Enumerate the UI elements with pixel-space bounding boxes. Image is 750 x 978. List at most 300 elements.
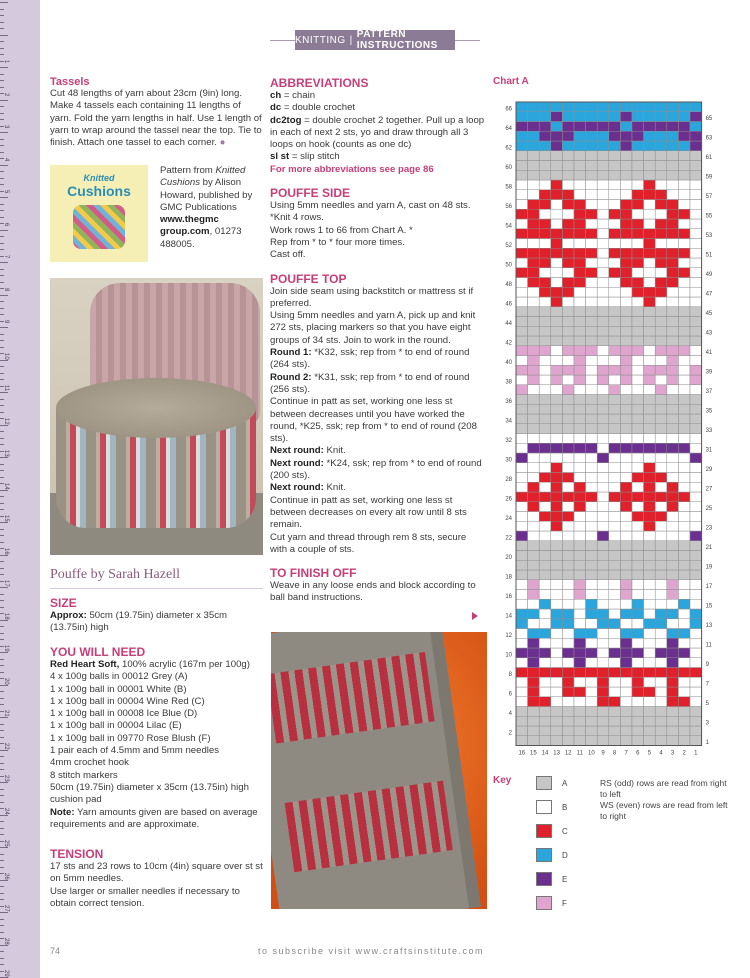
chart-col-label: 2 xyxy=(682,750,686,757)
chart-cell xyxy=(539,521,551,531)
chart-cell xyxy=(678,200,690,210)
chart-cell xyxy=(562,278,574,288)
chart-cell xyxy=(655,278,667,288)
ruler-tick xyxy=(0,782,8,783)
ruler-number: 18 xyxy=(3,612,9,620)
materials-heading: YOU WILL NEED xyxy=(50,645,146,659)
chart-cell xyxy=(678,375,690,385)
chart-cell xyxy=(551,619,563,629)
chart-cell xyxy=(609,161,621,171)
chart-cell xyxy=(528,482,540,492)
chart-cell xyxy=(551,531,563,541)
ruler-tick xyxy=(0,672,4,673)
ruler-tick xyxy=(0,470,4,471)
chart-cell xyxy=(655,219,667,229)
chart-cell xyxy=(539,336,551,346)
chart-cell xyxy=(586,346,598,356)
chart-cell xyxy=(528,668,540,678)
chart-cell xyxy=(516,687,528,697)
chart-row-label-right: 5 xyxy=(705,701,709,707)
chart-cell xyxy=(620,453,632,463)
chart-cell xyxy=(620,307,632,317)
chart-cell xyxy=(597,278,609,288)
ruler-tick xyxy=(0,308,4,309)
chart-col-label: 14 xyxy=(541,750,549,757)
chart-row-label-left: 18 xyxy=(505,574,512,581)
chart-cell xyxy=(609,648,621,658)
ruler-tick xyxy=(0,15,4,16)
chart-cell xyxy=(597,317,609,327)
ruler-number: 4 xyxy=(3,157,9,161)
ruler-tick xyxy=(0,178,4,179)
chart-cell xyxy=(655,541,667,551)
chart-cell xyxy=(690,424,702,434)
chart-cell xyxy=(632,365,644,375)
chart-cell xyxy=(690,502,702,512)
chart-cell xyxy=(562,356,574,366)
chart-cell xyxy=(586,687,598,697)
chart-cell xyxy=(667,414,679,424)
chart-cell xyxy=(574,434,586,444)
chart-cell xyxy=(644,590,656,600)
chart-cell xyxy=(609,531,621,541)
chart-cell xyxy=(644,151,656,161)
ruler-number: 5 xyxy=(3,190,9,194)
chart-cell xyxy=(655,512,667,522)
chart-cell xyxy=(528,375,540,385)
chart-col-label: 16 xyxy=(518,750,526,757)
chart-cell xyxy=(609,707,621,717)
chart-row-label-right: 31 xyxy=(705,447,713,454)
chart-cell xyxy=(620,697,632,707)
chart-cell xyxy=(516,209,528,219)
chart-cell xyxy=(667,278,679,288)
chart-cell xyxy=(516,434,528,444)
chart-cell xyxy=(690,492,702,502)
chart-cell xyxy=(562,239,574,249)
size-label: Approx: xyxy=(50,610,87,621)
chart-cell xyxy=(539,200,551,210)
chart-cell xyxy=(690,248,702,258)
chart-row-label-left: 64 xyxy=(505,125,512,132)
chart-row-label-left: 38 xyxy=(505,379,512,386)
chart-cell xyxy=(586,531,598,541)
chart-cell xyxy=(539,619,551,629)
key-title: Key xyxy=(493,775,512,786)
chart-cell xyxy=(655,463,667,473)
chart-col-label: 6 xyxy=(636,750,640,757)
chart-cell xyxy=(632,346,644,356)
ruler-tick xyxy=(0,600,4,601)
chart-cell xyxy=(574,278,586,288)
ruler-tick xyxy=(0,607,4,608)
chart-cell xyxy=(516,736,528,746)
chart-cell xyxy=(632,658,644,668)
abbreviation-item xyxy=(270,90,485,102)
chart-cell xyxy=(551,492,563,502)
chart-cell xyxy=(690,551,702,561)
ruler-tick xyxy=(0,828,4,829)
chart-cell xyxy=(609,726,621,736)
chart-cell xyxy=(586,443,598,453)
chart-cell xyxy=(678,209,690,219)
round2-label: Round 2: xyxy=(270,371,312,383)
ruler-number: 13 xyxy=(3,450,9,457)
chart-cell xyxy=(620,326,632,336)
chart-cell xyxy=(667,473,679,483)
ruler-tick xyxy=(0,217,4,218)
chart-cell xyxy=(551,551,563,561)
chart-cell xyxy=(539,239,551,249)
chart-cell xyxy=(539,687,551,697)
ruler-number: 1 xyxy=(3,60,9,64)
chart-cell xyxy=(609,658,621,668)
chart-row-label-right: 1 xyxy=(705,740,709,746)
chart-cell xyxy=(690,726,702,736)
chart-cell xyxy=(562,190,574,200)
chart-cell xyxy=(667,560,679,570)
publisher-info xyxy=(160,165,270,251)
designer-caption: Pouffe by Sarah Hazell xyxy=(50,567,180,582)
ruler-number: 3 xyxy=(3,125,9,129)
chart-cell xyxy=(678,356,690,366)
chart-cell xyxy=(644,190,656,200)
chart-cell xyxy=(632,687,644,697)
ruler-tick xyxy=(0,295,8,296)
chart-cell xyxy=(574,502,586,512)
chart-col-label: 9 xyxy=(601,750,605,757)
chart-cell xyxy=(586,502,598,512)
subscribe-text[interactable]: to subscribe visit www.craftsinstitute.com xyxy=(258,946,485,956)
chart-cell xyxy=(690,346,702,356)
chart-cell xyxy=(597,356,609,366)
chart-cell xyxy=(655,599,667,609)
chart-cell xyxy=(597,716,609,726)
ruler-tick xyxy=(0,74,4,75)
chart-cell xyxy=(644,112,656,122)
chart-cell xyxy=(539,541,551,551)
chart-cell xyxy=(678,736,690,746)
chart-cell xyxy=(528,278,540,288)
chart-cell xyxy=(678,385,690,395)
ruler-tick xyxy=(0,171,4,172)
chart-cell xyxy=(690,658,702,668)
chart-cell xyxy=(551,141,563,151)
chart-cell xyxy=(609,414,621,424)
chart-cell xyxy=(655,395,667,405)
chart-cell xyxy=(516,492,528,502)
chart-cell xyxy=(667,209,679,219)
chart-cell xyxy=(528,424,540,434)
chart-cell xyxy=(551,424,563,434)
ruler-number: 22 xyxy=(3,742,9,750)
chart-cell xyxy=(632,248,644,258)
chart-cell xyxy=(551,229,563,239)
chart-cell xyxy=(539,502,551,512)
chart-cell xyxy=(655,726,667,736)
ruler-tick xyxy=(0,347,4,348)
ruler-tick xyxy=(0,392,8,393)
key-swatch xyxy=(536,896,552,910)
chart-col-label: 8 xyxy=(612,750,617,757)
chart-cell xyxy=(516,131,528,141)
chart-cell xyxy=(609,297,621,307)
chart-cell xyxy=(539,385,551,395)
chart-cell xyxy=(574,219,586,229)
chart-cell xyxy=(667,170,679,180)
chart-cell xyxy=(620,180,632,190)
chart-cell xyxy=(644,512,656,522)
chart-cell xyxy=(551,336,563,346)
pouffe-side-step: Cast off. xyxy=(270,249,306,261)
chart-cell xyxy=(562,599,574,609)
chart-cell xyxy=(632,599,644,609)
chart-cell xyxy=(562,463,574,473)
chart-cell xyxy=(551,736,563,746)
ruler-number: 16 xyxy=(3,547,9,555)
chart-cell xyxy=(586,648,598,658)
chart-cell xyxy=(551,648,563,658)
ruler-tick xyxy=(0,9,4,10)
chart-cell xyxy=(609,736,621,746)
chart-cell xyxy=(539,229,551,239)
page-number: 74 xyxy=(50,946,61,956)
chart-cell xyxy=(562,346,574,356)
chart-cell xyxy=(655,190,667,200)
chart-cell xyxy=(678,707,690,717)
pouffe-side-step: Rep from * to * four more times. xyxy=(270,236,405,248)
next3-text: Knit. xyxy=(323,482,346,494)
chart-cell xyxy=(644,531,656,541)
chart-cell xyxy=(620,356,632,366)
chart-row-label-right: 9 xyxy=(705,662,709,668)
chart-cell xyxy=(516,638,528,648)
chart-cell xyxy=(644,736,656,746)
chart-cell xyxy=(644,307,656,317)
chart-cell xyxy=(597,463,609,473)
chart-cell xyxy=(516,648,528,658)
chart-cell xyxy=(632,482,644,492)
chart-row-label-right: 59 xyxy=(705,174,713,181)
chart-cell xyxy=(528,502,540,512)
chart-cell xyxy=(551,512,563,522)
ruler-tick xyxy=(0,509,4,510)
chart-cell xyxy=(551,443,563,453)
chart-cell xyxy=(574,726,586,736)
ruler-tick xyxy=(0,119,4,120)
chart-cell xyxy=(539,326,551,336)
chart-cell xyxy=(551,365,563,375)
chart-cell xyxy=(667,307,679,317)
chart-cell xyxy=(690,141,702,151)
chart-cell xyxy=(574,346,586,356)
chart-cell xyxy=(609,638,621,648)
ruler-tick xyxy=(0,821,4,822)
chart-cell xyxy=(609,307,621,317)
chart-cell xyxy=(539,443,551,453)
chart-cell xyxy=(632,629,644,639)
chart-cell xyxy=(516,551,528,561)
chart-cell xyxy=(586,736,598,746)
chart-cell xyxy=(678,697,690,707)
chart-cell xyxy=(690,180,702,190)
chart-cell xyxy=(644,707,656,717)
chart-cell xyxy=(597,229,609,239)
caption-divider xyxy=(50,588,263,589)
chart-row-label-left: 60 xyxy=(505,164,512,171)
chart-cell xyxy=(562,551,574,561)
chart-cell xyxy=(574,141,586,151)
abbreviation-item xyxy=(270,102,485,114)
chart-cell xyxy=(597,122,609,132)
chart-row-label-right: 63 xyxy=(705,135,713,142)
chart-cell xyxy=(528,736,540,746)
ruler-tick xyxy=(0,737,4,738)
ruler-tick xyxy=(0,847,8,848)
chart-cell xyxy=(551,326,563,336)
chart-cell xyxy=(528,404,540,414)
chart-row-label-right: 53 xyxy=(705,233,713,239)
chart-cell xyxy=(574,248,586,258)
ruler-tick xyxy=(0,28,4,29)
chart-cell xyxy=(516,521,528,531)
chart-row-label-left: 52 xyxy=(505,242,512,249)
chart-cell xyxy=(574,609,586,619)
chart-cell xyxy=(667,570,679,580)
chart-cell xyxy=(528,648,540,658)
chart-cell xyxy=(562,512,574,522)
chart-cell xyxy=(597,668,609,678)
chart-cell xyxy=(609,521,621,531)
materials-item: 4mm crochet hook xyxy=(50,757,129,769)
ruler-tick xyxy=(0,444,4,445)
chart-cell xyxy=(644,560,656,570)
ruler-tick xyxy=(0,132,8,133)
chart-cell xyxy=(597,395,609,405)
chart-cell xyxy=(597,629,609,639)
chart-cell xyxy=(586,473,598,483)
chart-cell xyxy=(586,453,598,463)
chart-cell xyxy=(574,131,586,141)
chart-cell xyxy=(644,404,656,414)
chart-cell xyxy=(574,492,586,502)
chart-cell xyxy=(551,726,563,736)
chart-cell xyxy=(562,629,574,639)
chart-cell xyxy=(586,307,598,317)
chart-cell xyxy=(632,492,644,502)
chart-row-label-right: 29 xyxy=(705,467,713,473)
ruler-number: 14 xyxy=(3,482,9,490)
chart-cell xyxy=(620,736,632,746)
chart-cell xyxy=(574,336,586,346)
chart-cell xyxy=(655,560,667,570)
ruler-tick xyxy=(0,724,4,725)
chart-cell xyxy=(539,180,551,190)
chart-cell xyxy=(597,102,609,112)
chart-cell xyxy=(644,200,656,210)
chart-cell xyxy=(597,375,609,385)
chart-cell xyxy=(528,580,540,590)
next2-text: *K24, ssk; rep from * to end of round (200 sts). xyxy=(270,457,482,482)
pub-prefix: Pattern from xyxy=(160,165,216,176)
ruler xyxy=(0,0,40,978)
ruler-number: 28 xyxy=(3,937,9,945)
chart-cell xyxy=(632,356,644,366)
chart-row-label-right: 19 xyxy=(705,564,713,571)
chart-cell xyxy=(667,736,679,746)
chart-cell xyxy=(620,707,632,717)
chart-cell xyxy=(690,609,702,619)
chart-cell xyxy=(655,424,667,434)
chart-cell xyxy=(667,648,679,658)
chart-cell xyxy=(667,482,679,492)
chart-cell xyxy=(597,346,609,356)
chart-cell xyxy=(690,629,702,639)
chart-cell xyxy=(551,677,563,687)
chart-row-label-left: 48 xyxy=(505,281,512,288)
chart-cell xyxy=(551,434,563,444)
pub-url-line1: www.thegmc xyxy=(160,214,219,226)
chart-cell xyxy=(667,141,679,151)
chart-cell xyxy=(632,531,644,541)
size-section xyxy=(50,596,265,635)
chart-cell xyxy=(678,336,690,346)
chart-cell xyxy=(632,580,644,590)
chart-cell xyxy=(562,580,574,590)
ruler-tick xyxy=(0,113,4,114)
ruler-tick xyxy=(0,789,4,790)
chart-cell xyxy=(574,473,586,483)
chart-cell xyxy=(597,599,609,609)
ruler-tick xyxy=(0,704,4,705)
chart-cell xyxy=(609,629,621,639)
chart-cell xyxy=(609,278,621,288)
chart-cell xyxy=(574,443,586,453)
chart-row-label-left: 16 xyxy=(505,593,512,600)
chart-cell xyxy=(574,541,586,551)
chart-cell xyxy=(609,463,621,473)
chart-cell xyxy=(655,385,667,395)
ruler-number: 23 xyxy=(3,775,9,782)
chart-cell xyxy=(586,190,598,200)
chart-cell xyxy=(632,161,644,171)
chart-cell xyxy=(678,668,690,678)
chart-cell xyxy=(620,122,632,132)
chart-cell xyxy=(574,677,586,687)
ruler-tick xyxy=(0,100,8,101)
yarn-desc: 100% acrylic (167m per 100g) xyxy=(119,659,250,670)
chart-cell xyxy=(574,716,586,726)
chart-cell xyxy=(644,161,656,171)
chart-cell xyxy=(539,492,551,502)
chart-cell xyxy=(632,102,644,112)
chart-cell xyxy=(644,219,656,229)
chart-cell xyxy=(597,170,609,180)
abbreviation-definition: = chain xyxy=(281,90,316,101)
chart-cell xyxy=(632,726,644,736)
key-note-rs: RS (odd) rows are read from right to left xyxy=(600,778,727,799)
chart-cell xyxy=(690,200,702,210)
chart-cell xyxy=(528,687,540,697)
chart-cell xyxy=(655,521,667,531)
chart-cell xyxy=(528,599,540,609)
chart-cell xyxy=(690,414,702,424)
chart-cell xyxy=(516,668,528,678)
size-text xyxy=(50,610,265,635)
chart-cell xyxy=(632,424,644,434)
chart-cell xyxy=(678,590,690,600)
chart-cell xyxy=(609,395,621,405)
